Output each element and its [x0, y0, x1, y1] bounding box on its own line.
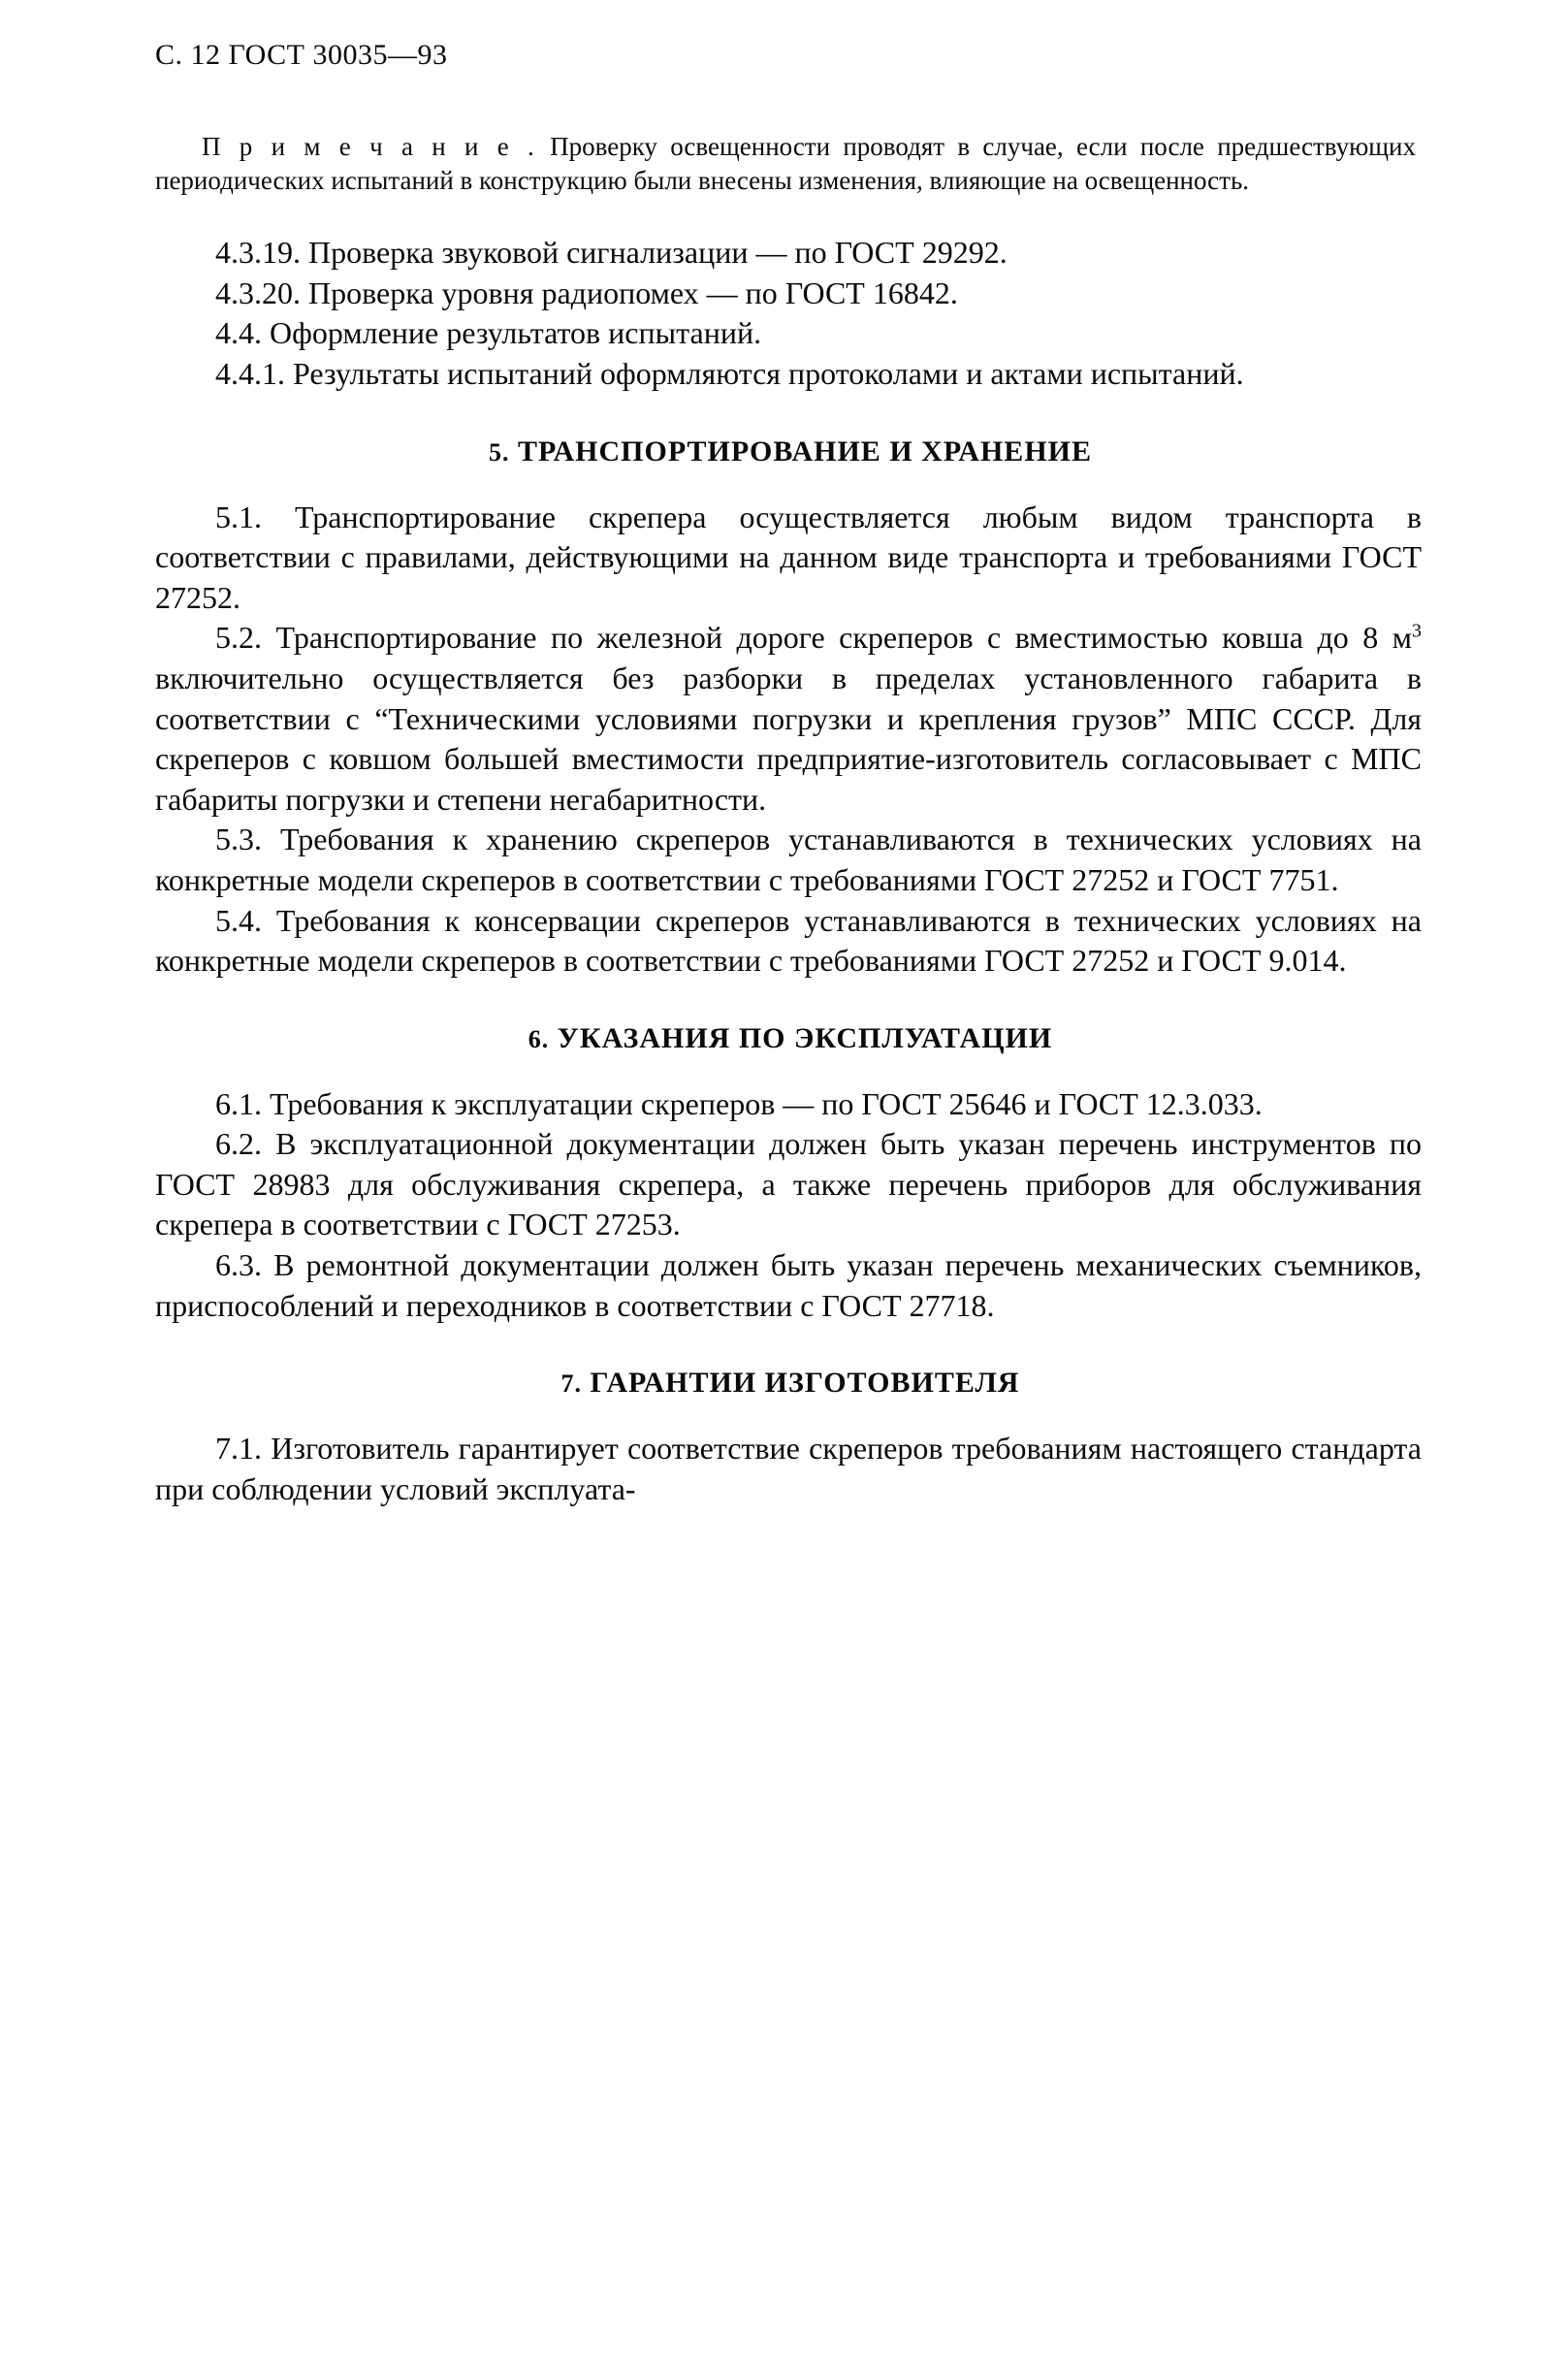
clause-6-3: 6.3. В ремонтной документации должен быть указан перечень механических съемников, приспособлений и переходников в соответствии с ГОСТ 27718. [155, 1247, 1422, 1323]
page-content [155, 39, 1425, 1509]
clauses-4-list [155, 233, 1425, 394]
page-header: С. 12 ГОСТ 30035—93 [155, 39, 448, 71]
note-label: П р и м е ч а н и е . [202, 132, 537, 161]
clause-5-2-superscript: 3 [1412, 620, 1422, 642]
section-heading-6 [155, 1022, 1425, 1055]
section-6-title: УКАЗАНИЯ ПО ЭКСПЛУАТАЦИИ [557, 1021, 1053, 1054]
section-heading-7 [155, 1367, 1425, 1400]
section-5-number: 5. [489, 437, 510, 467]
clause-5-2 [155, 618, 1425, 820]
section-7-title: ГАРАНТИИ ИЗГОТОВИТЕЛЯ [590, 1367, 1020, 1400]
note-block [155, 130, 1425, 198]
clause-4-4: 4.4. Оформление результатов испытаний. [215, 315, 762, 351]
section-6-number: 6. [528, 1024, 550, 1053]
section-7-number: 7. [560, 1370, 583, 1399]
clause-4-3-19: 4.3.19. Проверка звуковой сигнализации — по ГОСТ 29292. [215, 235, 1008, 271]
clause-7-1: 7.1. Изготовитель гарантирует соответствие скреперов требованиям настоящего стандарта при соблюдении условий эксплуата- [155, 1431, 1422, 1506]
clause-5-2-part2: включительно осуществляется без разборки в пределах установленного габарита в соответствии с “Техническими условиями погрузки и крепления грузов” МПС СССР. Для скреперов с ковшом большей вместимости предприятие-изготовитель согласовывает с МПС габариты погрузки и степени негабаритности. [155, 660, 1422, 817]
clause-5-2-part1: 5.2. Транспортирование по железной дороге скреперов с вместимостью ковша до 8 м [215, 620, 1412, 656]
clause-5-1: 5.1. Транспортирование скрепера осуществляется любым видом транспорта в соответствии с правилами, действующими на данном виде транспорта и требованиями ГОСТ 27252. [155, 499, 1422, 615]
clause-5-3: 5.3. Требования к хранению скреперов устанавливаются в технических условиях на конкретные модели скреперов в соответствии с требованиями ГОСТ 27252 и ГОСТ 7751. [155, 822, 1422, 897]
clause-6-2: 6.2. В эксплуатационной документации должен быть указан перечень инструментов по ГОСТ 28983 для обслуживания скрепера, а также перечень приборов для обслуживания скрепера в соответствии с ГОСТ 27253. [155, 1126, 1422, 1242]
section-heading-5 [155, 435, 1425, 468]
clause-6-1: 6.1. Требования к эксплуатации скреперов — по ГОСТ 25646 и ГОСТ 12.3.033. [215, 1085, 1263, 1121]
section-5-title: ТРАНСПОРТИРОВАНИЕ И ХРАНЕНИЕ [518, 435, 1092, 467]
clause-4-3-20: 4.3.20. Проверка уровня радиопомех — по ГОСТ 16842. [215, 274, 958, 310]
clause-5-4: 5.4. Требования к консервации скреперов устанавливаются в технических условиях на конкретные модели скреперов в соответствии с требованиями ГОСТ 27252 и ГОСТ 9.014. [155, 902, 1422, 979]
note-text: Проверку освещенности проводят в случае, если после предшествующих периодических испытаний в конструкцию были внесены изменения, влияющие на освещенность. [155, 132, 1417, 196]
clause-4-4-1: 4.4.1. Результаты испытаний оформляются протоколами и актами испытаний. [215, 355, 1244, 391]
